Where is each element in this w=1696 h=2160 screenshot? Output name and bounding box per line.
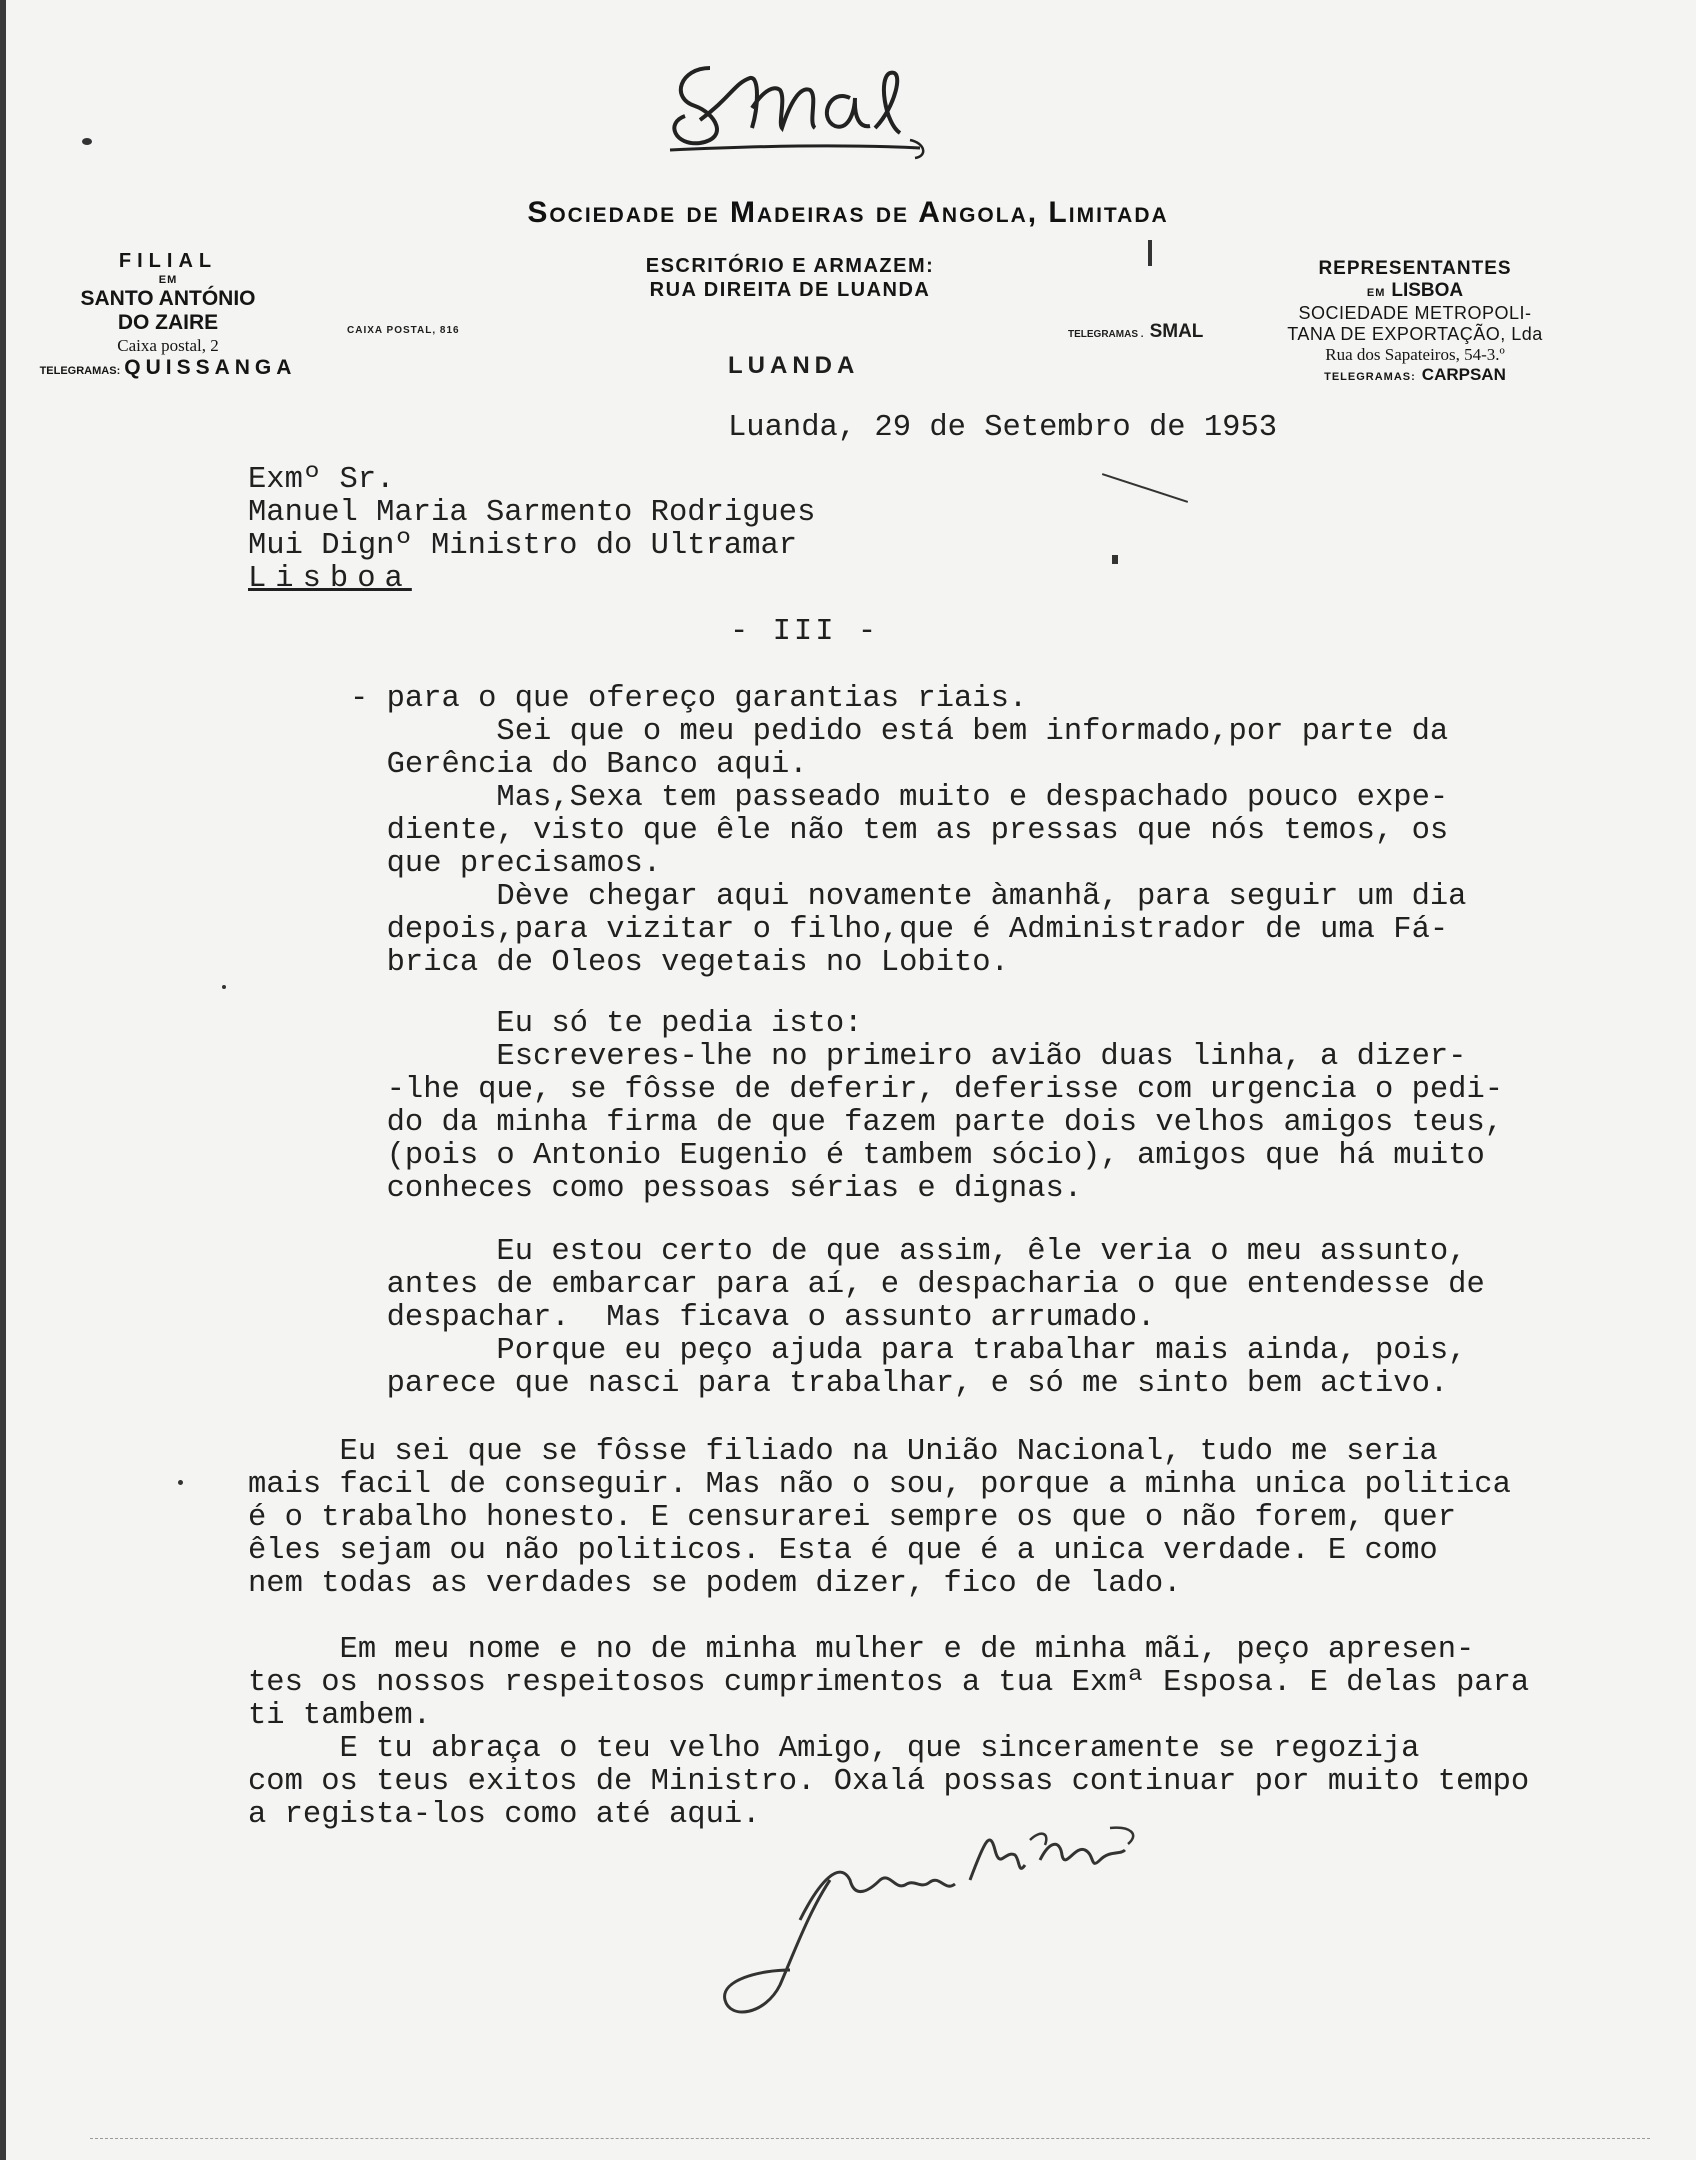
reps-company-line1: SOCIEDADE METROPOLI- xyxy=(1298,302,1532,323)
body-line: Eu estou certo de que assim, êle veria o meu assunto, xyxy=(350,1235,1467,1269)
date-line: Luanda, 29 de Setembro de 1953 xyxy=(728,411,1278,445)
scan-speck xyxy=(82,138,92,145)
filial-caixa-postal: Caixa postal, 2 xyxy=(117,336,219,356)
body-line: Mas,Sexa tem passeado muito e despachado pouco expe- xyxy=(350,781,1449,815)
office-block xyxy=(560,255,1020,302)
body-line: ti tambem. xyxy=(248,1699,432,1733)
reps-telegramas-value: CARPSAN xyxy=(1421,365,1506,385)
reps-telegramas-label: TELEGRAMAS: xyxy=(1324,371,1416,384)
body-line: (pois o Antonio Eugenio é tambem sócio), amigos que há muito xyxy=(350,1139,1485,1173)
letterhead-city: LUANDA xyxy=(728,352,860,379)
body-line: - para o que ofereço garantias riais. xyxy=(350,682,1028,716)
body-line: é o trabalho honesto. E censurarei sempre os que o não forem, quer xyxy=(248,1501,1456,1535)
body-line: parece que nasci para trabalhar, e só me sinto bem activo. xyxy=(350,1367,1449,1401)
filial-title: FILIAL xyxy=(118,250,218,272)
company-name: Sociedade de Madeiras de Angola, Limitada xyxy=(527,196,1169,229)
scan-speck xyxy=(1148,240,1152,266)
body-line: diente, visto que êle não tem as pressas que nós temos, os xyxy=(350,814,1449,848)
body-line: conheces como pessoas sérias e dignas. xyxy=(350,1172,1083,1206)
smal-logo xyxy=(640,28,940,163)
office-line1: ESCRITÓRIO E ARMAZEM: xyxy=(645,255,935,277)
body-line: -lhe que, se fôsse de deferir, deferisse com urgencia o pedi- xyxy=(350,1073,1504,1107)
body-line: que precisamos. xyxy=(350,847,662,881)
caixa-postal-main: CAIXA POSTAL, 816 xyxy=(347,325,460,336)
reps-title: REPRESENTANTES xyxy=(1318,258,1512,279)
reps-address: Rua dos Sapateiros, 54-3.º xyxy=(1325,345,1505,365)
telegramas-main-value: SMAL xyxy=(1149,321,1204,342)
body-line: Eu só te pedia isto: xyxy=(350,1007,863,1041)
recipient-salutation: Exmº Sr. xyxy=(248,463,395,497)
body-line: Escreveres-lhe no primeiro avião duas linha, a dizer- xyxy=(350,1040,1467,1074)
body-line: êles sejam ou não politicos. Esta é que é a unica verdade. E como xyxy=(248,1534,1438,1568)
filial-block xyxy=(18,250,318,381)
reps-city: LISBOA xyxy=(1391,280,1464,302)
body-line: Porque eu peço ajuda para trabalhar mais ainda, pois, xyxy=(350,1334,1467,1368)
representantes-block xyxy=(1270,258,1560,385)
body-line: nem todas as verdades se podem dizer, fico de lado. xyxy=(248,1567,1182,1601)
office-line2: RUA DIREITA DE LUANDA xyxy=(649,278,931,301)
body-line: Dève chegar aqui novamente àmanhã, para seguir um dia xyxy=(350,880,1467,914)
reps-telegramas xyxy=(1270,365,1560,385)
telegramas-main xyxy=(1068,321,1203,343)
scan-speck xyxy=(222,985,226,989)
filial-telegramas-label: TELEGRAMAS: xyxy=(39,365,121,378)
body-line: brica de Oleos vegetais no Lobito. xyxy=(350,946,1009,980)
filial-place-line1: SANTO ANTÓNIO xyxy=(80,286,256,310)
body-line: Sei que o meu pedido está bem informado,por parte da xyxy=(350,715,1449,749)
reps-em: EM xyxy=(1366,287,1386,300)
body-line: Em meu nome e no de minha mulher e de minha mãi, peço apresen- xyxy=(248,1633,1475,1667)
body-line: com os teus exitos de Ministro. Oxalá possas continuar por muito tempo xyxy=(248,1765,1530,1799)
reps-lisboa xyxy=(1270,280,1560,302)
body-line: depois,para vizitar o filho,que é Administrador de uma Fá- xyxy=(350,913,1449,947)
scan-bottom-edge xyxy=(90,2138,1650,2139)
filial-em: EM xyxy=(158,273,178,286)
signature xyxy=(700,1820,1170,2030)
body-line: do da minha firma de que fazem parte dois velhos amigos teus, xyxy=(350,1106,1504,1140)
scan-speck xyxy=(1102,473,1188,503)
filial-telegramas-value: QUISSANGA xyxy=(124,356,297,380)
body-line: Gerência do Banco aqui. xyxy=(350,748,808,782)
scan-speck xyxy=(178,1480,183,1485)
body-line: tes os nossos respeitosos cumprimentos a tua Exmª Esposa. E delas para xyxy=(248,1666,1530,1700)
page-number: - III - xyxy=(730,615,880,649)
telegramas-main-label: TELEGRAMAS . xyxy=(1068,329,1144,340)
body-line: a regista-los como até aqui. xyxy=(248,1798,761,1832)
filial-telegramas xyxy=(18,356,318,381)
filial-place-line2: DO ZAIRE xyxy=(117,311,219,335)
scan-speck xyxy=(1112,555,1118,564)
reps-company-line2: TANA DE EXPORTAÇÃO, Lda xyxy=(1287,324,1543,345)
recipient-name: Manuel Maria Sarmento Rodrigues xyxy=(248,496,816,530)
body-line: mais facil de conseguir. Mas não o sou, porque a minha unica politica xyxy=(248,1468,1511,1502)
scan-edge xyxy=(0,0,6,2160)
body-line: despachar. Mas ficava o assunto arrumado. xyxy=(350,1301,1156,1335)
body-line: antes de embarcar para aí, e despacharia o que entendesse de xyxy=(350,1268,1485,1302)
body-line: Eu sei que se fôsse filiado na União Nacional, tudo me seria xyxy=(248,1435,1438,1469)
recipient-title: Mui Dignº Ministro do Ultramar xyxy=(248,529,798,563)
recipient-city: Lisboa xyxy=(248,562,412,596)
body-line: E tu abraça o teu velho Amigo, que sinceramente se regozija xyxy=(248,1732,1420,1766)
